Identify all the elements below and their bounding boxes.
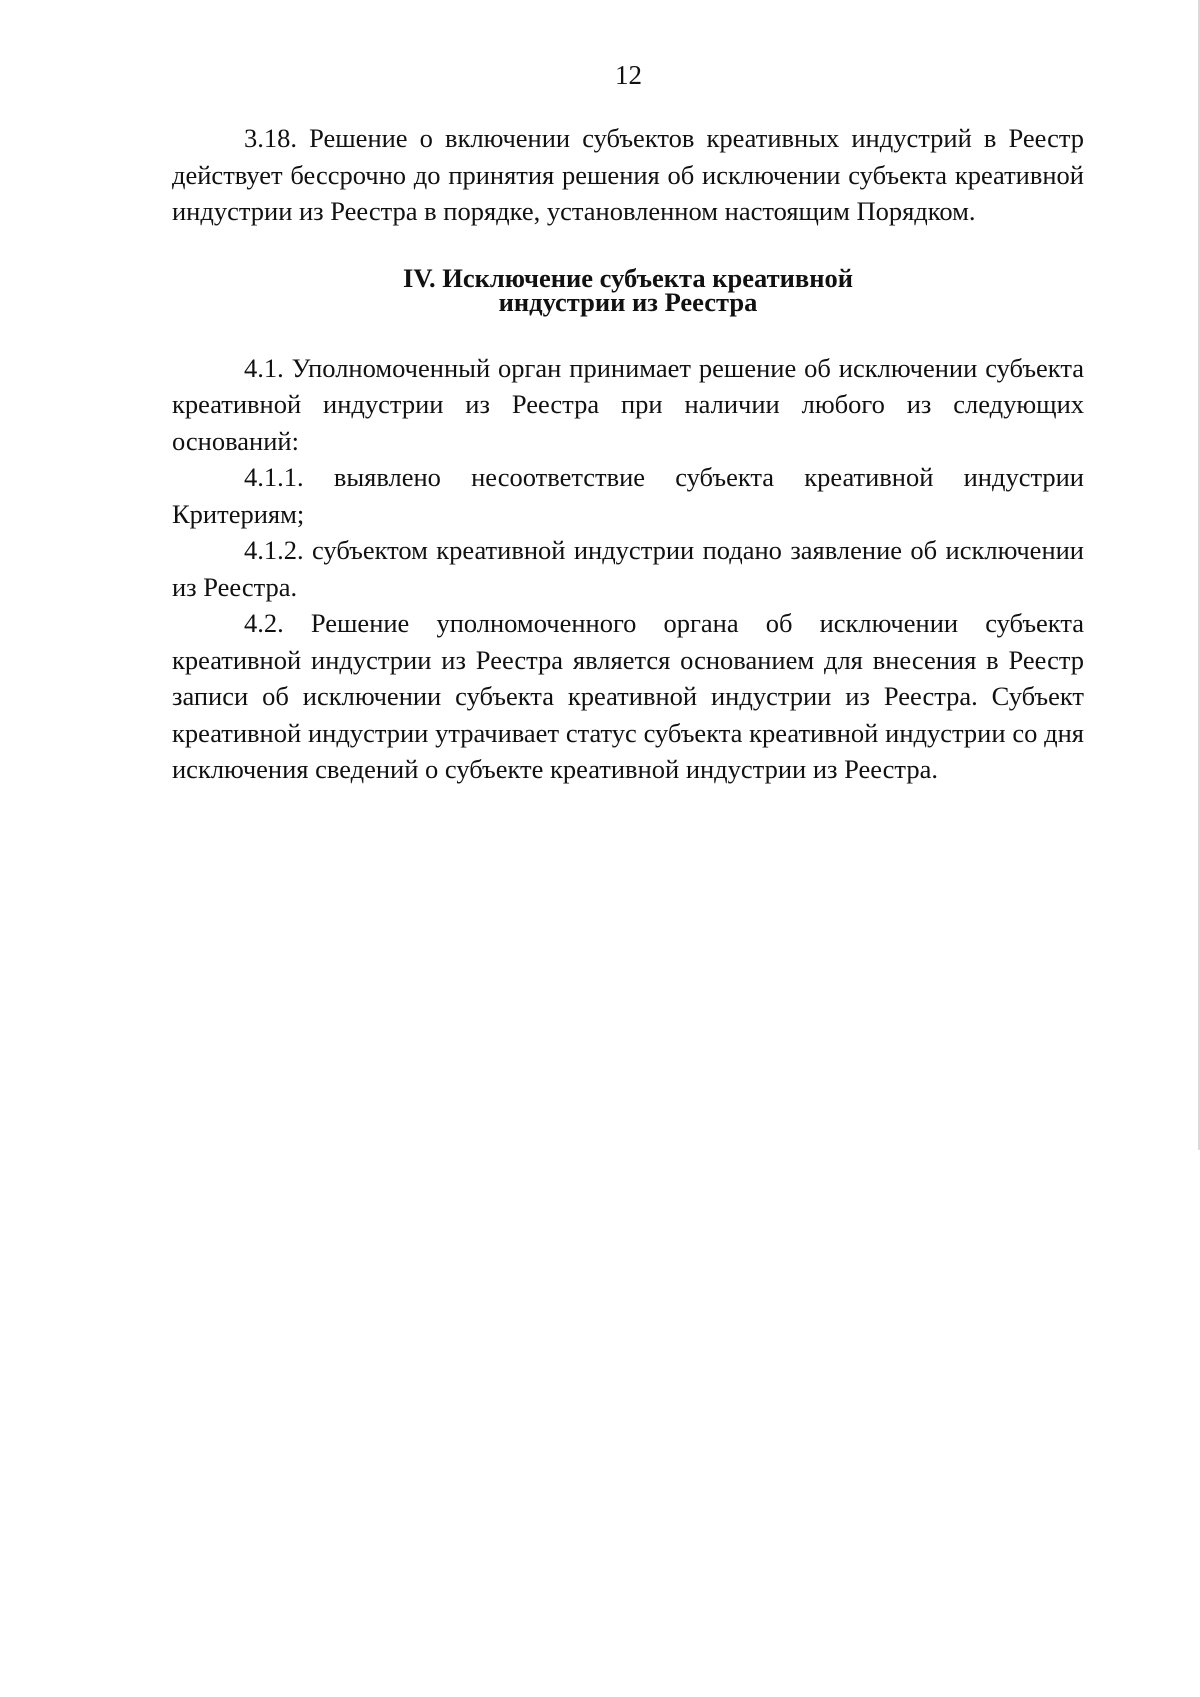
section-heading <box>172 262 1084 317</box>
paragraph-4-1-1: 4.1.1. выявлено несоответствие субъекта креативной индустрии Критериям; <box>172 462 1084 529</box>
section-heading-line-2: индустрии из Реестра <box>498 286 758 317</box>
paragraph-4-2: 4.2. Решение уполномоченного органа об исключении субъекта креативной индустрии из Реестра является основанием для внесения в Реестр записи об исключении субъекта креативной индустрии из Реестра. Субъект креативной индустрии утрачивает статус субъекта креативной индустрии со дня исключения сведений о субъекте креативной индустрии из Реестра. <box>172 608 1084 784</box>
paragraph-4-1-2: 4.1.2. субъектом креативной индустрии подано заявление об исключении из Реестра. <box>172 535 1084 602</box>
paragraph-4-1: 4.1. Уполномоченный орган принимает решение об исключении субъекта креативной индустрии из Реестра при наличии любого из следующих оснований: <box>172 352 1084 456</box>
paragraph-3-18: 3.18. Решение о включении субъектов креативных индустрий в Реестр действует бессрочно до принятия решения об исключении субъекта креативной индустрии из Реестра в порядке, установленном настоящим Порядком. <box>172 123 1084 226</box>
document-body <box>172 120 1084 788</box>
page-number: 12 <box>615 60 642 90</box>
section-heading-line-1: IV. Исключение субъекта креативной <box>403 262 853 293</box>
